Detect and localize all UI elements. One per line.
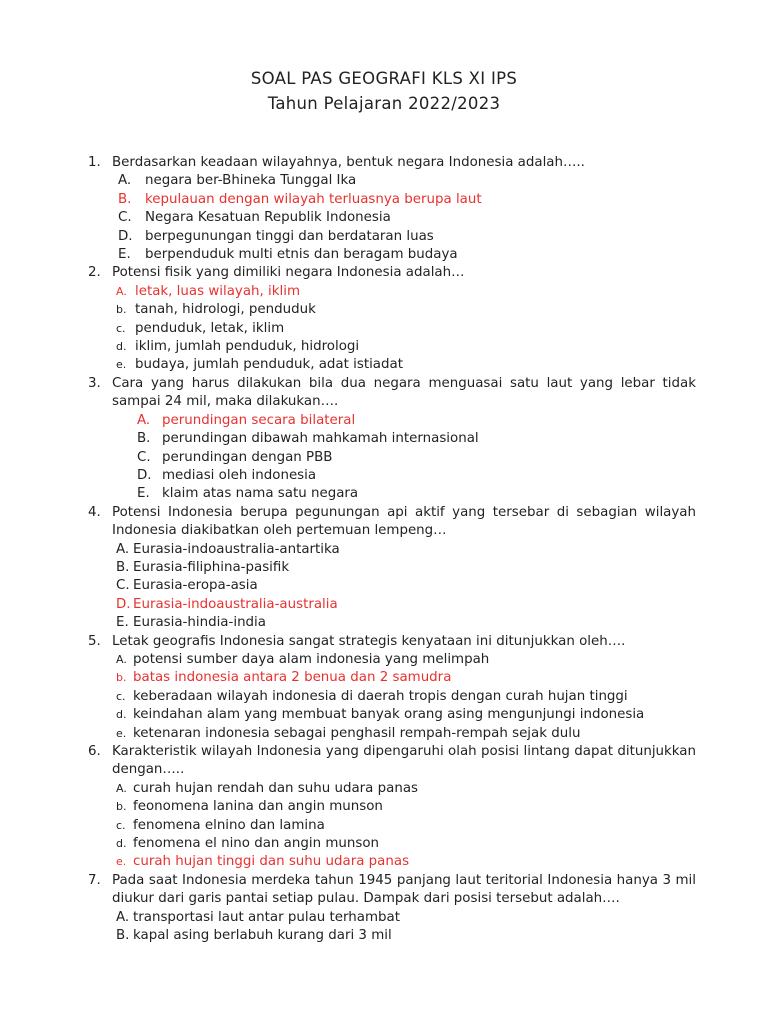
- answer-option-correct: [0, 412, 768, 430]
- option-label: C.: [116, 578, 130, 594]
- option-label: b.: [116, 303, 127, 317]
- option-text: ketenaran indonesia sebagai penghasil rempah-rempah sejak dulu: [133, 725, 581, 741]
- question-number: 7.: [88, 872, 101, 888]
- option-text: kapal asing berlabuh kurang dari 3 mil: [133, 928, 392, 944]
- option-text: feonomena lanina dan angin munson: [133, 799, 383, 815]
- option-label: c.: [116, 818, 126, 832]
- answer-option: [0, 835, 768, 853]
- option-text: curah hujan rendah dan suhu udara panas: [133, 780, 419, 796]
- option-label: d.: [116, 708, 127, 722]
- question-text: Letak geografis Indonesia sangat strategis kenyataan ini ditunjukkan oleh….: [112, 633, 626, 649]
- answer-option-correct: [0, 669, 768, 687]
- answer-option: [0, 780, 768, 798]
- question-number: 3.: [88, 375, 101, 391]
- option-label: b.: [116, 800, 127, 814]
- title-line-2: Tahun Pelajaran 2022/2023: [267, 94, 501, 113]
- option-label: E.: [118, 247, 131, 263]
- option-label: A.: [116, 909, 130, 925]
- question-number: 2.: [88, 265, 101, 281]
- question-text: Cara yang harus dilakukan bila dua negara menguasai satu laut yang lebar tidak sampai 24 mil, maka dilakukan….: [112, 375, 696, 410]
- option-text: perundingan secara bilateral: [162, 412, 356, 428]
- answer-option: [0, 927, 768, 945]
- option-label: d.: [116, 340, 127, 354]
- question-item: [0, 264, 768, 282]
- answer-option: [0, 909, 768, 927]
- option-label: e.: [116, 726, 127, 740]
- answer-option: [0, 449, 768, 467]
- option-label: A.: [116, 541, 130, 557]
- answer-option: [0, 320, 768, 338]
- option-label: c.: [116, 689, 126, 703]
- option-label: C.: [137, 449, 151, 465]
- option-label: b.: [116, 671, 127, 685]
- option-text: Negara Kesatuan Republik Indonesia: [145, 210, 391, 226]
- option-text: Eurasia-hindia-india: [133, 615, 266, 631]
- option-text: batas indonesia antara 2 benua dan 2 samudra: [133, 670, 452, 686]
- option-text: curah hujan tinggi dan suhu udara panas: [133, 854, 410, 870]
- option-text: fenomena el nino dan angin munson: [133, 836, 380, 852]
- answer-option-correct: [0, 853, 768, 871]
- answer-option: [0, 559, 768, 577]
- answer-option: [0, 356, 768, 374]
- answer-option: [0, 688, 768, 706]
- answer-option: [0, 228, 768, 246]
- option-text: klaim atas nama satu negara: [162, 486, 359, 502]
- question-number: 1.: [88, 155, 101, 170]
- option-text: keberadaan wilayah indonesia di daerah tropis dengan curah hujan tinggi: [133, 688, 628, 704]
- question-text: Potensi Indonesia berupa pegunungan api aktif yang tersebar di sebagian wilayah Indonesia diakibatkan oleh pertemuan lempeng…: [112, 504, 696, 539]
- question-number: 4.: [88, 504, 101, 520]
- question-item: [0, 375, 768, 412]
- answer-option: [0, 706, 768, 724]
- option-text: Eurasia-indoaustralia-antartika: [133, 541, 340, 557]
- option-text: kepulauan dengan wilayah terluasnya berupa laut: [145, 191, 482, 207]
- option-label: D.: [137, 467, 152, 483]
- document-title: [0, 66, 768, 116]
- option-label: D.: [118, 228, 133, 244]
- answer-option: [0, 467, 768, 485]
- option-label: A.: [116, 652, 127, 666]
- option-text: mediasi oleh indonesia: [162, 467, 317, 483]
- answer-option: [0, 817, 768, 835]
- option-label: c.: [116, 321, 126, 335]
- question-item: [0, 154, 768, 172]
- option-text: Eurasia-filiphina-pasifik: [133, 559, 290, 575]
- option-text: tanah, hidrologi, penduduk: [135, 302, 316, 318]
- question-text: Karakteristik wilayah Indonesia yang dipengaruhi olah posisi lintang dapat ditunjukkan dengan…..: [112, 744, 696, 778]
- answer-option-correct: [0, 191, 768, 209]
- answer-option: [0, 577, 768, 595]
- question-list: [0, 154, 768, 945]
- option-label: B.: [116, 928, 130, 944]
- option-label: E.: [137, 486, 150, 502]
- option-text: transportasi laut antar pulau terhambat: [133, 909, 400, 925]
- answer-option: [0, 485, 768, 503]
- option-text: budaya, jumlah penduduk, adat istiadat: [135, 357, 403, 373]
- question-item: [0, 743, 768, 780]
- option-label: C.: [118, 210, 132, 226]
- answer-option: [0, 301, 768, 319]
- option-text: berpegunungan tinggi dan berdataran luas: [145, 228, 434, 244]
- option-label: A.: [137, 412, 151, 428]
- option-label: A.: [116, 284, 127, 298]
- answer-option: [0, 798, 768, 816]
- option-text: keindahan alam yang membuat banyak orang asing mengunjungi indonesia: [133, 707, 645, 723]
- answer-option: [0, 651, 768, 669]
- answer-option: [0, 209, 768, 227]
- answer-option: [0, 246, 768, 264]
- question-item: [0, 872, 768, 909]
- option-label: A.: [116, 781, 127, 795]
- option-label: D.: [116, 596, 131, 612]
- option-label: e.: [116, 358, 127, 372]
- answer-option: [0, 541, 768, 559]
- option-text: perundingan dibawah mahkamah internasional: [162, 431, 479, 447]
- answer-option: [0, 725, 768, 743]
- question-item: [0, 504, 768, 541]
- option-text: potensi sumber daya alam indonesia yang melimpah: [133, 651, 490, 667]
- question-item: [0, 633, 768, 651]
- option-text: perundingan dengan PBB: [162, 449, 333, 465]
- option-label: B.: [137, 431, 151, 447]
- question-number: 6.: [88, 744, 101, 759]
- option-text: negara ber-Bhineka Tunggal Ika: [145, 173, 357, 189]
- answer-option: [0, 430, 768, 448]
- option-label: B.: [118, 191, 132, 207]
- answer-option-correct: [0, 596, 768, 614]
- option-label: e.: [116, 855, 127, 869]
- option-text: Eurasia-eropa-asia: [133, 578, 258, 594]
- option-text: letak, luas wilayah, iklim: [135, 283, 301, 299]
- question-text: Potensi fisik yang dimiliki negara Indonesia adalah…: [112, 265, 465, 281]
- option-label: B.: [116, 559, 130, 575]
- question-text: Berdasarkan keadaan wilayahnya, bentuk negara Indonesia adalah…..: [112, 155, 585, 170]
- option-text: iklim, jumlah penduduk, hidrologi: [135, 339, 360, 355]
- option-text: Eurasia-indoaustralia-australia: [133, 596, 338, 612]
- answer-option: [0, 338, 768, 356]
- option-label: d.: [116, 837, 127, 851]
- question-number: 5.: [88, 633, 101, 649]
- answer-option: [0, 614, 768, 632]
- option-label: E.: [116, 615, 129, 631]
- answer-option-correct: [0, 283, 768, 301]
- option-text: berpenduduk multi etnis dan beragam budaya: [145, 247, 458, 263]
- option-text: penduduk, letak, iklim: [135, 320, 285, 336]
- question-text: Pada saat Indonesia merdeka tahun 1945 panjang laut teritorial Indonesia hanya 3 mil diukur dari garis pantai setiap pulau. Dampak dari posisi tersebut adalah….: [112, 872, 696, 907]
- option-label: A.: [118, 173, 132, 189]
- option-text: fenomena elnino dan lamina: [133, 817, 325, 833]
- answer-option: [0, 172, 768, 190]
- title-line-1: SOAL PAS GEOGRAFI KLS XI IPS: [250, 69, 518, 88]
